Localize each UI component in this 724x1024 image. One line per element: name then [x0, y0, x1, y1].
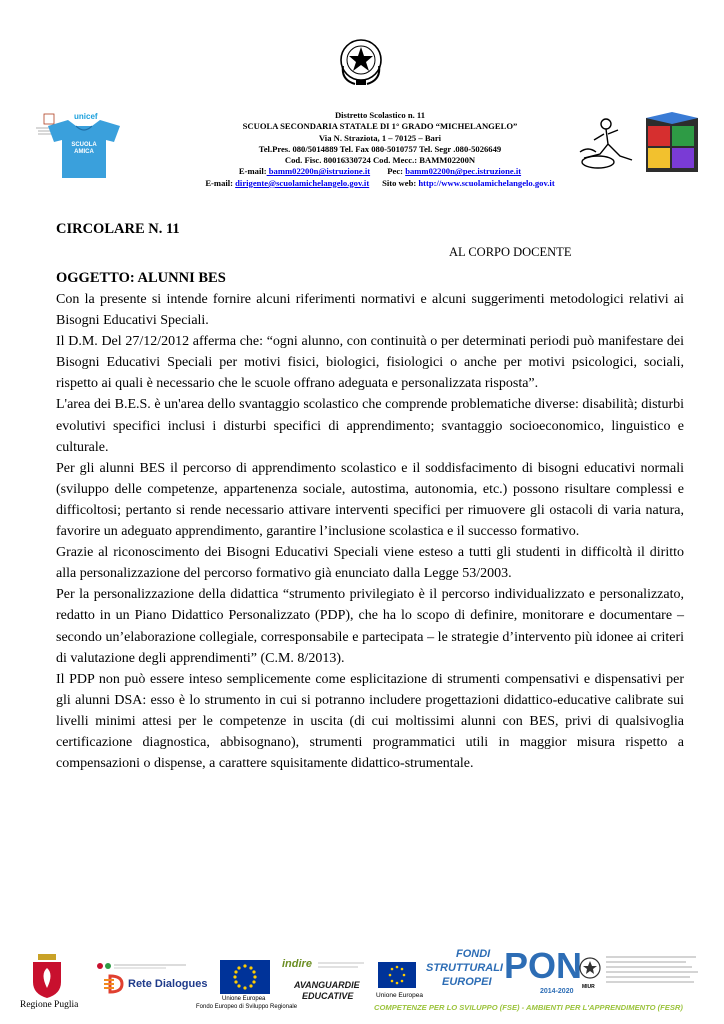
fondi-line1: FONDI — [456, 948, 491, 960]
email-link[interactable]: bamm02200n@istruzione.it — [266, 166, 371, 177]
circular-number: CIRCOLARE N. 11 — [56, 221, 180, 237]
regione-puglia-crest-icon — [30, 954, 64, 998]
left-logos — [34, 112, 134, 182]
pon-years: 2014-2020 — [540, 988, 574, 995]
avanguardie-line1: AVANGUARDIE — [294, 980, 360, 990]
institution-seals-icon — [96, 962, 188, 970]
email-row — [130, 166, 630, 177]
paragraph: Per gli alunni BES il percorso di apprendimento scolastico e il soddisfacimento di bisogni educativi normali (sviluppo delle competenze, appartenenza sociale, autostima, autonomia, etc.) possono risultare complessi e difficoltosi; pertanto si rende necessario attivare interventi specifici per rimuovere gli ostacoli di varia natura, favorire un adeguato apprendimento, garantire l’inclusione scolastica e il successo formativo. — [56, 460, 684, 540]
pec-link[interactable]: bamm02200n@pec.istruzione.it — [405, 166, 522, 177]
paragraph: L'area dei B.E.S. è un'area dello svantaggio scolastico che comprende problematiche diverse: disabilità; disturbi evolutivi specifici inclusi i disturbi specifici di apprendimento; svantaggio socioeconomico, linguistico e culturale. — [56, 397, 684, 455]
indire-text-icon — [318, 960, 364, 970]
school-name: SCUOLA SECONDARIA STATALE DI 1° GRADO “MICHELANGELO” — [242, 121, 518, 132]
email-site-row — [130, 178, 630, 189]
regione-puglia-label: Regione Puglia — [20, 1000, 79, 1010]
fondi-line3: EUROPEI — [442, 976, 492, 988]
paragraph: Grazie al riconoscimento dei Bisogni Educativi Speciali viene esteso a tutti gli studenti in difficoltà il diritto alla personalizzazione del percorso formativo già enunciato dalla Legge 53/2003. — [56, 545, 684, 582]
eu-label: Unione Europea — [376, 992, 423, 999]
paragraph: Con la presente si intende fornire alcuni riferimenti normativi e alcuni suggerimenti metodologici relativi ai Bisogni Educativi Speciali. — [56, 292, 684, 329]
avanguardie-line2: EDUCATIVE — [302, 991, 354, 1001]
website-link[interactable]: http://www.scuolamichelangelo.gov.it — [418, 177, 555, 188]
paragraph: Per la personalizzazione della didattica “strumento privilegiato è il percorso individualizzato e personalizzato, redatto in un Piano Didattico Personalizzato (PDP), che ha lo scopo di definire, monitorare e documentare – secondo un’elaborazione collegiale, corresponsabile e partecipata – le strategie d’intervento più idonee ai criteri di valutazione degli apprendimenti” (C.M. 8/2013). — [56, 587, 684, 666]
pon-label: PON — [504, 945, 583, 986]
recipient: AL CORPO DOCENTE — [449, 245, 572, 259]
subject: OGGETTO: ALUNNI BES — [56, 270, 226, 286]
indire-label: indire — [282, 958, 312, 970]
school-address: Via N. Straziota, 1 – 70125 – Bari — [318, 132, 442, 143]
rete-dialogues-logo-icon — [100, 974, 130, 994]
paragraph: Il PDP non può essere inteso semplicemente come esplicitazione di strumenti compensativi e dispensativi per gli alunni DSA: esso è lo strumento in cui si potranno includere progettazioni didattico-educative calibrate sui livelli minimi attesi per le competenze in uscita (di cui moltissimi alunni con BES, privi di qualsivoglia certificazione diagnostica, abbisognano), strumenti programmatici utili in maggior misura rispetto a compensazioni o dispense, a carattere squisitamente didattico-strumentale. — [56, 671, 684, 772]
dirigente-email-link[interactable]: dirigente@scuolamichelangelo.gov.it — [235, 177, 370, 188]
miur-label: MIUR — [582, 984, 595, 990]
eu-flag-small-icon — [378, 962, 416, 988]
rete-dialogues-label: Rete Dialogues — [128, 978, 208, 990]
pon-banner-text: COMPETENZE PER LO SVILUPPO (FSE) - AMBIENTI PER L'APPRENDIMENTO (FESR) — [374, 1003, 683, 1012]
eu-fesr-line1: Unione Europea — [222, 996, 266, 1002]
miur-emblem-icon — [578, 956, 602, 982]
email2-label: E-mail: — [205, 177, 233, 188]
phone-numbers: Tel.Pres. 080/5014889 Tel. Fax 080-5010757 Tel. Segr .080-5026649 — [258, 143, 502, 154]
shirt-text: SCUOLA AMICA — [71, 142, 97, 155]
footer-logos — [0, 940, 724, 1024]
district: Distretto Scolastico n. 11 — [334, 110, 426, 120]
eu-flag-icon — [220, 960, 270, 994]
tax-codes: Cod. Fisc. 80016330724 Cod. Mecc.: BAMM02200N — [284, 155, 476, 166]
site-label: Sito web: — [382, 177, 417, 188]
unicef-label: unicef — [74, 112, 98, 121]
pec-label: Pec: — [387, 166, 404, 177]
document-body — [56, 289, 684, 774]
fondi-line2: STRUTTURALI — [426, 962, 503, 974]
italian-republic-emblem — [337, 36, 385, 88]
eu-fesr-line2: Fondo Europeo di Sviluppo Regionale — [196, 1004, 298, 1010]
email-label: E-mail: — [238, 166, 267, 177]
paragraph: Il D.M. Del 27/12/2012 afferma che: “ogni alunno, con continuità o per determinati periodi può manifestare dei Bisogni Educativi Speciali per motivi fisici, biologici, fisiologici o anche per motivi psicologici, sociali, rispetto ai quali è necessario che le scuole offrano adeguata e personalizzata risposta”. — [56, 334, 684, 392]
school-header — [130, 110, 630, 189]
ministry-text-icon — [606, 954, 702, 988]
